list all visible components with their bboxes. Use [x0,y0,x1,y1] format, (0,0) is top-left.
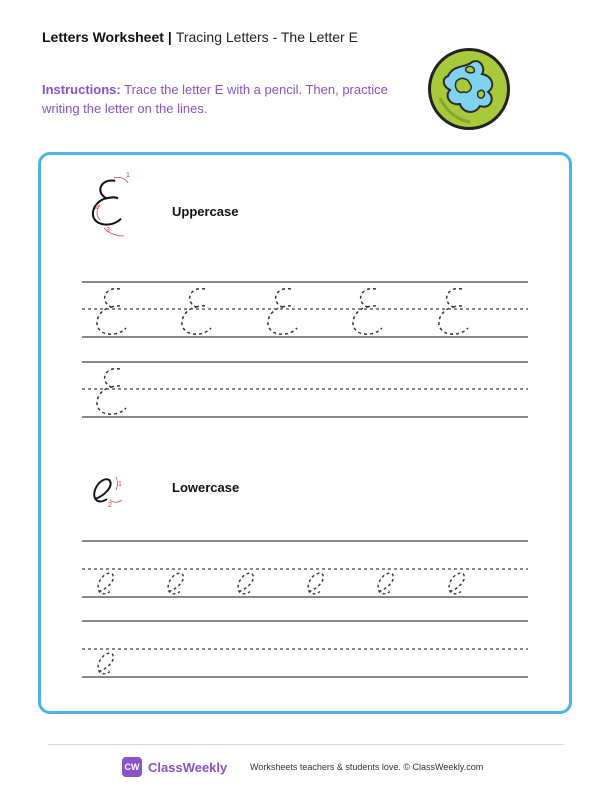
lowercase-trace-letters-row-1 [98,573,464,594]
uppercase-stroke-number-3: 3 [106,227,110,234]
worksheet-title: Letters Worksheet [42,29,164,45]
uppercase-row-1 [82,282,528,337]
uppercase-stroke-number-2: 2 [95,204,99,211]
brand-name[interactable]: ClassWeekly [148,760,228,775]
lowercase-trace-letters-row-2 [98,653,113,674]
uppercase-trace-letters-row-2 [97,369,126,415]
lowercase-row-1 [82,541,528,597]
footer-tagline: Worksheets teachers & students love. © ClassWeekly.com [250,762,484,772]
lowercase-stroke-number-2: 2 [108,502,112,509]
lowercase-row-2 [82,621,528,677]
footer-divider [48,744,564,745]
lowercase-stroke-number-1: 1 [118,481,122,488]
uppercase-label: Uppercase [172,204,239,219]
worksheet-subtitle: Tracing Letters - The Letter E [175,29,358,45]
footer [0,756,612,782]
uppercase-stroke-number-1: 1 [126,172,130,179]
uppercase-trace-letters-row-1 [97,289,468,335]
instructions-label: Instructions: [42,82,121,97]
lowercase-model-letter [94,479,110,501]
uppercase-model-letter [93,181,121,225]
title-separator: | [167,29,172,45]
instructions-text: Trace the letter E with a pencil. Then, practice writing the letter on the lines. [42,82,388,116]
classweekly-logo-icon: CW [122,757,142,777]
lowercase-label: Lowercase [172,480,240,495]
uppercase-row-2 [82,362,528,417]
